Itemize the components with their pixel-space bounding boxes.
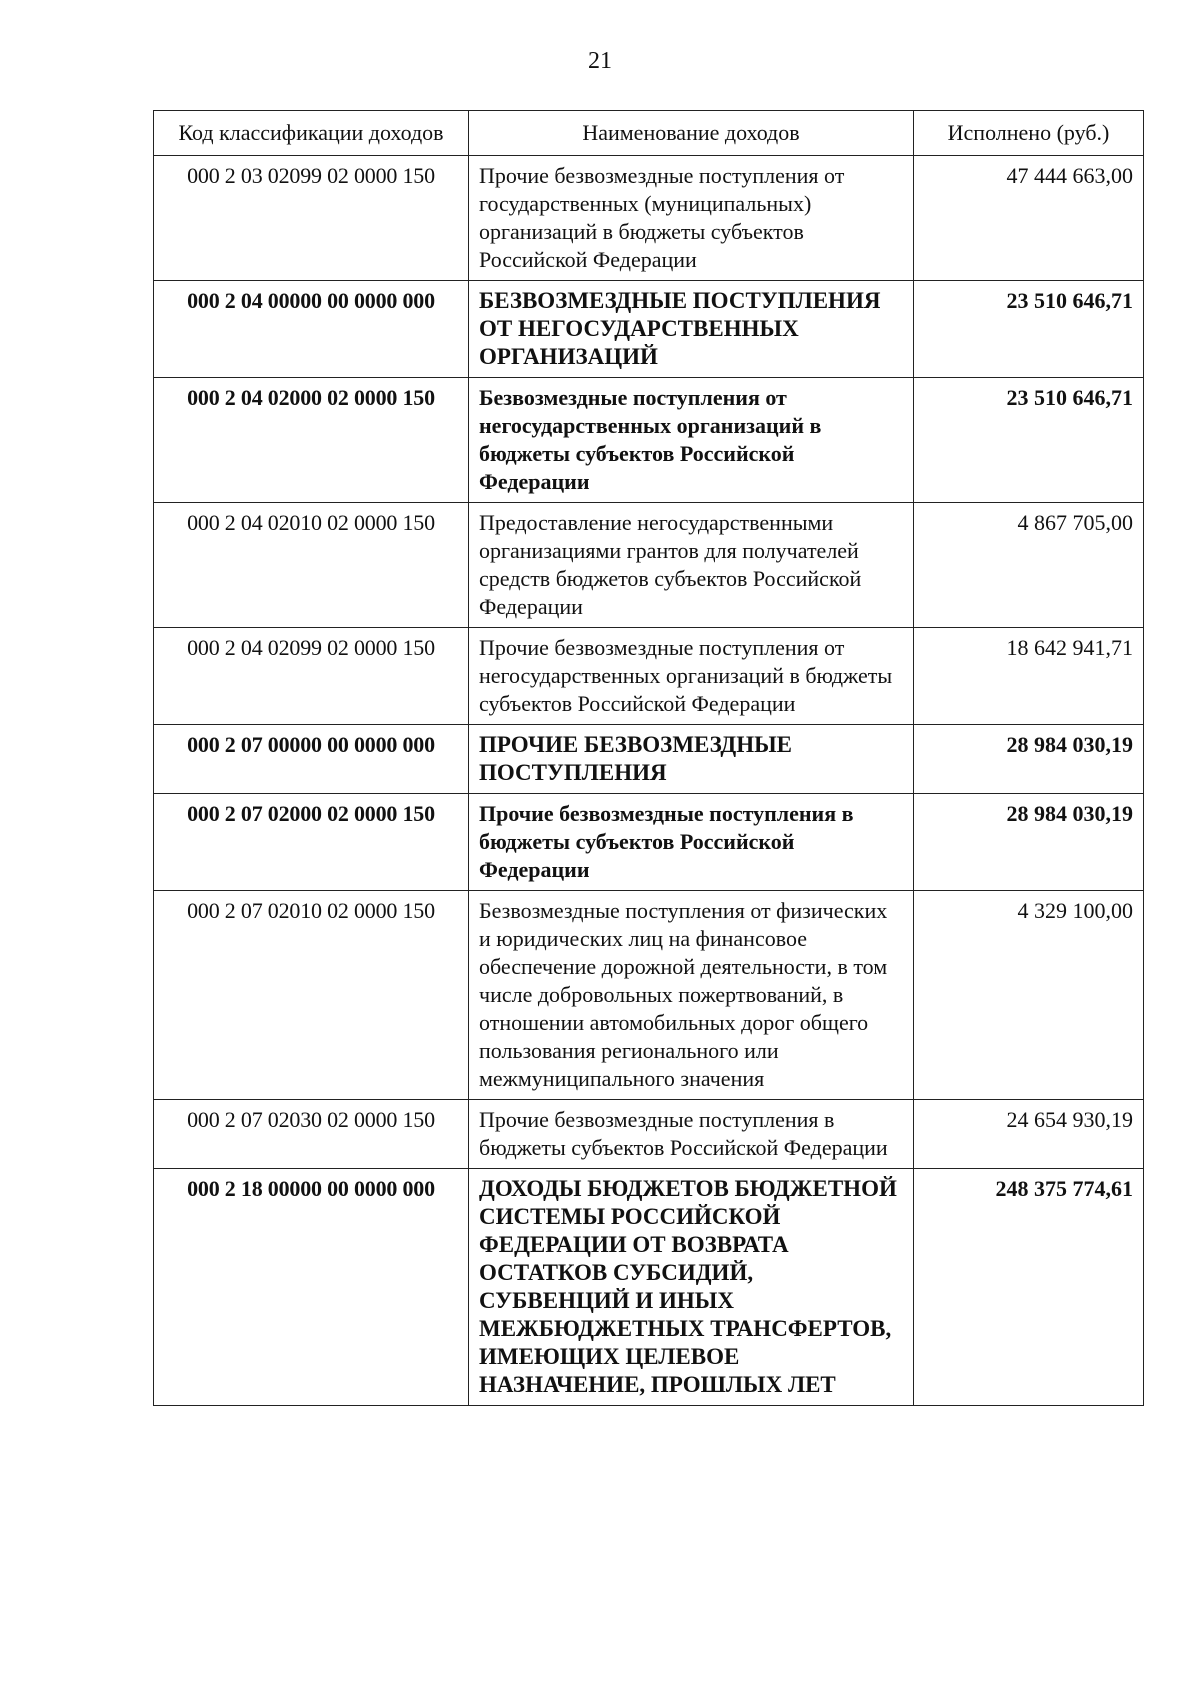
row-name: Безвозмездные поступления от негосударственных организаций в бюджеты субъектов Российской Федерации — [469, 378, 914, 503]
row-name: Безвозмездные поступления от физических и юридических лиц на финансовое обеспечение дорожной деятельности, в том числе добровольных пожертвований, в отношении автомобильных дорог общего пользования регионального или межмуниципального значения — [469, 891, 914, 1100]
row-code: 000 2 04 00000 00 0000 000 — [154, 281, 469, 378]
row-code: 000 2 04 02000 02 0000 150 — [154, 378, 469, 503]
row-code: 000 2 07 02010 02 0000 150 — [154, 891, 469, 1100]
header-code: Код классификации доходов — [154, 111, 469, 156]
row-name: Прочие безвозмездные поступления от государственных (муниципальных) организаций в бюджеты субъектов Российской Федерации — [469, 156, 914, 281]
row-name: Прочие безвозмездные поступления в бюджеты субъектов Российской Федерации — [469, 1100, 914, 1169]
row-amount: 28 984 030,19 — [914, 725, 1144, 794]
row-code: 000 2 04 02099 02 0000 150 — [154, 628, 469, 725]
row-amount: 47 444 663,00 — [914, 156, 1144, 281]
header-name: Наименование доходов — [469, 111, 914, 156]
row-code: 000 2 07 02030 02 0000 150 — [154, 1100, 469, 1169]
row-amount: 4 867 705,00 — [914, 503, 1144, 628]
row-code: 000 2 18 00000 00 0000 000 — [154, 1169, 469, 1406]
row-amount: 23 510 646,71 — [914, 281, 1144, 378]
row-amount: 18 642 941,71 — [914, 628, 1144, 725]
row-name: ПРОЧИЕ БЕЗВОЗМЕЗДНЫЕ ПОСТУПЛЕНИЯ — [469, 725, 914, 794]
row-code: 000 2 04 02010 02 0000 150 — [154, 503, 469, 628]
table-header — [154, 111, 1144, 156]
row-amount: 248 375 774,61 — [914, 1169, 1144, 1406]
table-row — [154, 503, 1144, 628]
row-code: 000 2 03 02099 02 0000 150 — [154, 156, 469, 281]
table-row — [154, 281, 1144, 378]
table-row — [154, 156, 1144, 281]
table-row — [154, 1169, 1144, 1406]
table-row — [154, 1100, 1144, 1169]
row-name: ДОХОДЫ БЮДЖЕТОВ БЮДЖЕТНОЙ СИСТЕМЫ РОССИЙСКОЙ ФЕДЕРАЦИИ ОТ ВОЗВРАТА ОСТАТКОВ СУБСИДИЙ, СУБВЕНЦИЙ И ИНЫХ МЕЖБЮДЖЕТНЫХ ТРАНСФЕРТОВ, ИМЕЮЩИХ ЦЕЛЕВОЕ НАЗНАЧЕНИЕ, ПРОШЛЫХ ЛЕТ — [469, 1169, 914, 1406]
header-row — [154, 111, 1144, 156]
row-name: Предоставление негосударственными организациями грантов для получателей средств бюджетов субъектов Российской Федерации — [469, 503, 914, 628]
row-name: Прочие безвозмездные поступления от негосударственных организаций в бюджеты субъектов Российской Федерации — [469, 628, 914, 725]
table-row — [154, 794, 1144, 891]
table-row — [154, 378, 1144, 503]
income-table — [153, 110, 1144, 1406]
row-amount: 4 329 100,00 — [914, 891, 1144, 1100]
table-row — [154, 891, 1144, 1100]
row-code: 000 2 07 00000 00 0000 000 — [154, 725, 469, 794]
table-body — [154, 156, 1144, 1406]
row-amount: 23 510 646,71 — [914, 378, 1144, 503]
row-name: БЕЗВОЗМЕЗДНЫЕ ПОСТУПЛЕНИЯ ОТ НЕГОСУДАРСТВЕННЫХ ОРГАНИЗАЦИЙ — [469, 281, 914, 378]
row-name: Прочие безвозмездные поступления в бюджеты субъектов Российской Федерации — [469, 794, 914, 891]
table-row — [154, 725, 1144, 794]
row-code: 000 2 07 02000 02 0000 150 — [154, 794, 469, 891]
page-number: 21 — [588, 48, 612, 74]
row-amount: 28 984 030,19 — [914, 794, 1144, 891]
table-row — [154, 628, 1144, 725]
header-amount: Исполнено (руб.) — [914, 111, 1144, 156]
row-amount: 24 654 930,19 — [914, 1100, 1144, 1169]
